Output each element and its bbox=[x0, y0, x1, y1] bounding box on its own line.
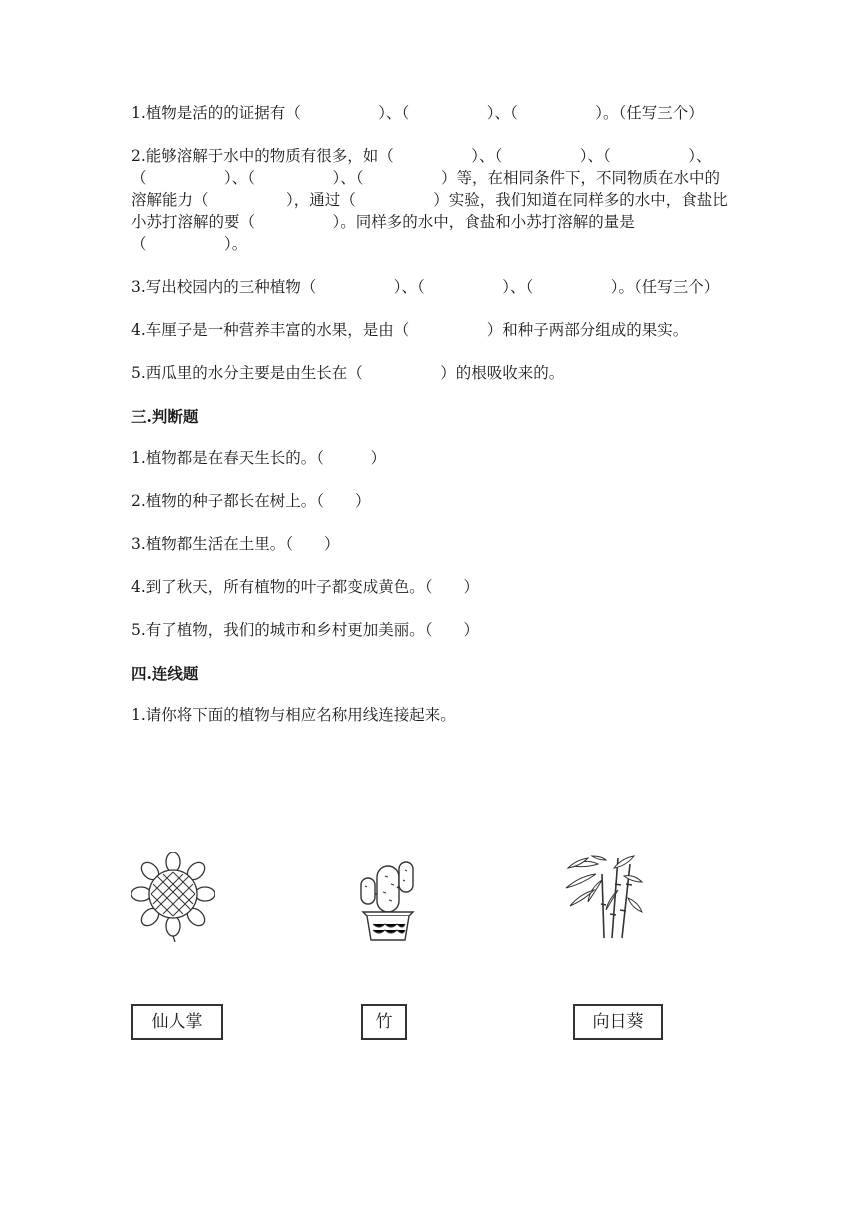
worksheet bbox=[131, 102, 731, 747]
fill-question-4: 4.车厘子是一种营养丰富的水果，是由（ ）和种子两部分组成的果实。 bbox=[131, 321, 689, 339]
fill-question-1: 1.植物是活的的证据有（ ）、（ ）、（ ）。（任写三个） bbox=[131, 104, 704, 122]
label-box-cactus: 仙人掌 bbox=[131, 1004, 223, 1040]
judge-question-3: 3.植物都生活在土里。（ ） bbox=[131, 535, 340, 553]
label-box-sunflower: 向日葵 bbox=[573, 1004, 663, 1040]
section-heading-judge: 三.判断题 bbox=[131, 407, 199, 426]
matching-figures bbox=[131, 850, 731, 1060]
label-box-bamboo: 竹 bbox=[361, 1004, 407, 1040]
match-question-1: 1.请你将下面的植物与相应名称用线连接起来。 bbox=[131, 706, 456, 724]
sunflower-illustration bbox=[131, 852, 215, 942]
bamboo-illustration bbox=[558, 854, 644, 940]
fill-question-3: 3.写出校园内的三种植物（ ）、（ ）、（ ）。（任写三个） bbox=[131, 278, 720, 296]
judge-question-1: 1.植物都是在春天生长的。（ ） bbox=[131, 449, 387, 467]
cactus-illustration bbox=[355, 856, 419, 942]
section-heading-match: 四.连线题 bbox=[131, 664, 199, 683]
judge-question-2: 2.植物的种子都长在树上。（ ） bbox=[131, 492, 371, 510]
fill-question-2: 2.能够溶解于水中的物质有很多，如（ ）、（ ）、（ ）、（ ）、（ ）、（ ）等，在相同条件下，不同物质在水中的溶解能力（ ），通过（ ）实验，我们知道在同样多的水中，食盐比小苏打溶解的要（ ）。同样多的水中，食盐和小苏打溶解的量是（ ）。 bbox=[131, 147, 728, 253]
judge-question-4: 4.到了秋天，所有植物的叶子都变成黄色。（ ） bbox=[131, 578, 480, 596]
fill-question-5: 5.西瓜里的水分主要是由生长在（ ）的根吸收来的。 bbox=[131, 364, 565, 382]
judge-question-5: 5.有了植物，我们的城市和乡村更加美丽。（ ） bbox=[131, 621, 480, 639]
